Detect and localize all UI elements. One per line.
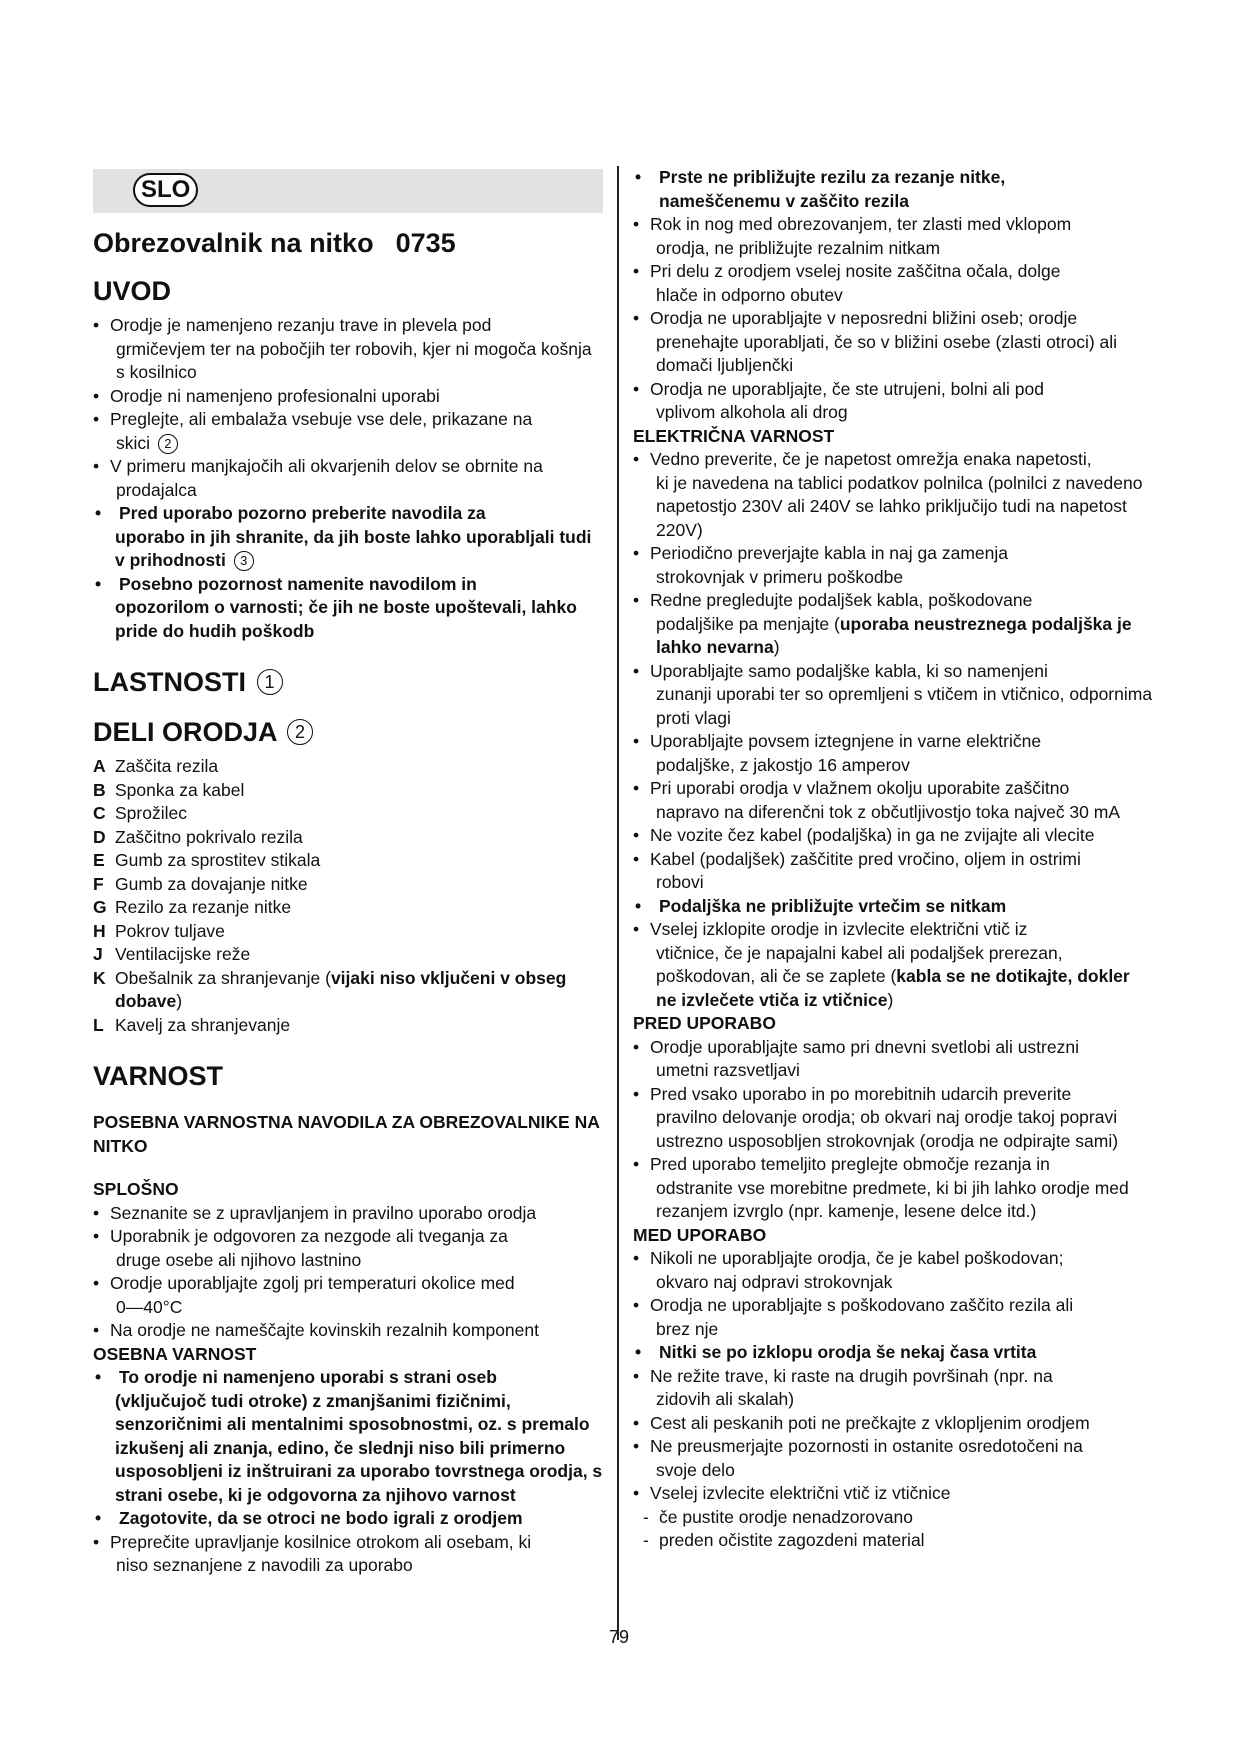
part-item: A Zaščita rezila: [93, 756, 219, 776]
list-item: • Ne režite trave, ki raste na drugih površinah (npr. na zidovih ali skalah): [633, 1365, 1153, 1412]
list-item: • Uporabljajte povsem iztegnjene in varne električne podaljške, z jakostjo 16 amperov: [633, 730, 1153, 777]
parts-heading: DELI ORODJA 2: [93, 715, 603, 749]
column-divider: [617, 166, 619, 1640]
list-item: • Orodja ne uporabljajte v neposredni bližini oseb; orodje prenehajte uporabljati, če so v bližini osebe (zlasti otroci) ali domači ljubljenčki: [633, 307, 1153, 378]
dash-item: - če pustite orodje nenadzorovano: [633, 1506, 1153, 1530]
figure-ref: 3: [234, 551, 254, 571]
list-item: • Pred uporabo pozorno preberite navodila za uporabo in jih shranite, da jih boste lahko uporabljali tudi v prihodnosti 3: [93, 502, 603, 573]
personal-heading: OSEBNA VARNOST: [93, 1343, 257, 1364]
document-title: [93, 226, 603, 260]
list-item: • Periodično preverjajte kabla in naj ga zamenja strokovnjak v primeru poškodbe: [633, 542, 1153, 589]
language-bar: [93, 169, 603, 213]
general-heading: SPLOŠNO: [93, 1179, 179, 1199]
part-item: D Zaščitno pokrivalo rezila: [93, 826, 303, 847]
electric-heading: ELEKTRIČNA VARNOST: [633, 425, 835, 446]
model-number: 0735: [395, 228, 456, 258]
list-item: • Prste ne približujte rezilu za rezanje nitke, nameščenemu v zaščito rezila: [633, 166, 1153, 213]
list-item: • Orodja ne uporabljajte s poškodovano zaščito rezila ali brez nje: [633, 1294, 1153, 1341]
list-item: • V primeru manjkajočih ali okvarjenih delov se obrnite na prodajalca: [93, 455, 603, 502]
part-item: L Kavelj za shranjevanje: [93, 1014, 291, 1035]
list-item: • Orodja ne uporabljajte, če ste utrujeni, bolni ali pod vplivom alkohola ali drog: [633, 378, 1153, 425]
intro-list: [93, 314, 603, 643]
list-item: • Cest ali peskanih poti ne prečkajte z vklopljenim orodjem: [633, 1412, 1153, 1436]
list-item: • Zagotovite, da se otroci ne bodo igrali z orodjem: [93, 1507, 603, 1531]
safety-heading: VARNOST: [93, 1061, 224, 1091]
list-item: • Posebno pozornost namenite navodilom in opozorilom o varnosti; če jih ne boste upoštevali, lahko pride do hudih poškodb: [93, 573, 603, 644]
part-item: H Pokrov tuljave: [93, 920, 225, 941]
figure-ref: 2: [158, 434, 178, 454]
list-item: • To orodje ni namenjeno uporabi s strani oseb (vključujoč tudi otroke) z zmanjšanimi fizičnimi, senzoričnimi ali mentalnimi sposobnostmi, oz. s premalo izkušenj ali znanja, edino, če slednji niso bili primerno usposobljeni iz inštruirani za uporabo tovrstnega orodja, s strani osebe, ki je odgovorna za njihovo varnost: [93, 1366, 603, 1507]
personal-list: [93, 1366, 603, 1578]
list-item: • Uporabnik je odgovoren za nezgode ali tveganja za druge osebe ali njihovo lastnino: [93, 1225, 603, 1272]
list-item: • Pri uporabi orodja v vlažnem okolju uporabite zaščitno napravo na diferenčni tok z občutljivostjo toka največ 30 mA: [633, 777, 1153, 824]
during-use-heading: MED UPORABO: [633, 1224, 767, 1245]
part-item: B Sponka za kabel: [93, 779, 245, 800]
list-item: • Rok in nog med obrezovanjem, ter zlasti med vklopom orodja, ne približujte rezalnim nitkam: [633, 213, 1153, 260]
list-item: • Vedno preverite, če je napetost omrežja enaka napetosti, ki je navedena na tablici podatkov polnilca (polnilci z navedeno napetostjo 230V ali 240V se lahko priključijo tudi na napetost 220V): [633, 448, 1153, 542]
figure-ref: 2: [287, 719, 313, 745]
before-use-list: [633, 1036, 1153, 1224]
list-item: • Vselej izvlecite električni vtič iz vtičnice: [633, 1482, 1153, 1506]
list-item: • Seznanite se z upravljanjem in pravilno uporabo orodja: [93, 1202, 603, 1226]
during-use-list: [633, 1247, 1153, 1506]
list-item: • Preprečite upravljanje kosilnice otrokom ali osebam, ki niso seznanjene z navodili za uporabo: [93, 1531, 603, 1578]
list-item: • Pred uporabo temeljito preglejte območje rezanja in odstranite vse morebitne predmete, ki bi jih lahko orodje med rezanjem izvrglo (npr. kamenje, lesene delce itd.): [633, 1153, 1153, 1224]
part-item: J Ventilacijske reže: [93, 944, 251, 964]
list-item: • Redne pregledujte podaljšek kabla, poškodovane podaljšike pa menjajte (uporaba neustreznega podaljška je lahko nevarna): [633, 589, 1153, 660]
list-item: • Orodje je namenjeno rezanju trave in plevela pod grmičevjem ter na pobočjih ter robovih, kjer ni mogoča košnja s kosilnico: [93, 314, 603, 385]
list-item: • Ne preusmerjajte pozornosti in ostanite osredotočeni na svoje delo: [633, 1435, 1153, 1482]
page-number: 79: [608, 1627, 630, 1647]
electric-list: [633, 448, 1153, 1012]
list-item: • Orodje uporabljajte zgolj pri temperaturi okolice med 0—40°C: [93, 1272, 603, 1319]
list-item: • Pred vsako uporabo in po morebitnih udarcih preverite pravilno delovanje orodja; ob okvari naj orodje takoj popravi ustrezno usposobljen strokovnjak (orodja ne odpirajte sami): [633, 1083, 1153, 1154]
language-badge: SLO: [133, 173, 198, 207]
list-item: • Orodje uporabljajte samo pri dnevni svetlobi ali ustrezni umetni razsvetljavi: [633, 1036, 1153, 1083]
before-use-heading: PRED UPORABO: [633, 1013, 776, 1033]
title-text: Obrezovalnik na nitko: [93, 228, 374, 258]
part-item: F Gumb za dovajanje nitke: [93, 873, 308, 894]
list-item: • Uporabljajte samo podaljške kabla, ki so namenjeni zunanji uporabi ter so opremljeni s vtičem in vtičnico, odpornima proti vlagi: [633, 660, 1153, 731]
list-item: • Preglejte, ali embalaža vsebuje vse dele, prikazane na skici 2: [93, 408, 603, 455]
list-item: • Nikoli ne uporabljajte orodja, če je kabel poškodovan; okvaro naj odpravi strokovnjak: [633, 1247, 1153, 1294]
part-item: C Sprožilec: [93, 803, 187, 823]
special-heading: POSEBNA VARNOSTNA NAVODILA ZA OBREZOVALNIKE NA NITKO: [93, 1112, 600, 1156]
part-item: E Gumb za sprostitev stikala: [93, 850, 321, 870]
part-item: K Obešalnik za shranjevanje (vijaki niso vključeni v obseg dobave): [93, 967, 567, 1011]
list-item: • Vselej izklopite orodje in izvlecite električni vtič iz vtičnice, če je napajalni kabel ali podaljšek prerezan, poškodovan, ali če se zaplete (kabla se ne dotikajte, dokler ne izvlečete vtiča iz vtičnice): [633, 918, 1153, 1012]
list-item: • Nitki se po izklopu orodja še nekaj časa vrtita: [633, 1341, 1153, 1365]
list-item: • Pri delu z orodjem vselej nosite zaščitna očala, dolge hlače in odporno obutev: [633, 260, 1153, 307]
list-item: • Orodje ni namenjeno profesionalni uporabi: [93, 385, 603, 409]
precautions-list: [633, 166, 1153, 425]
list-item: • Na orodje ne nameščajte kovinskih rezalnih komponent: [93, 1319, 603, 1343]
general-list: [93, 1202, 603, 1343]
list-item: • Podaljška ne približujte vrtečim se nitkam: [633, 895, 1153, 919]
intro-heading: UVOD: [93, 276, 172, 306]
right-column: [633, 166, 1153, 1553]
features-heading: LASTNOSTI 1: [93, 665, 603, 699]
figure-ref: 1: [257, 669, 283, 695]
dash-item: - preden očistite zagozdeni material: [633, 1529, 1153, 1553]
parts-list: [93, 755, 603, 1037]
list-item: • Kabel (podaljšek) zaščitite pred vročino, oljem in ostrimi robovi: [633, 848, 1153, 895]
left-column: [93, 226, 603, 1578]
list-item: • Ne vozite čez kabel (podaljška) in ga ne zvijajte ali vlecite: [633, 824, 1153, 848]
part-item: G Rezilo za rezanje nitke: [93, 897, 292, 917]
